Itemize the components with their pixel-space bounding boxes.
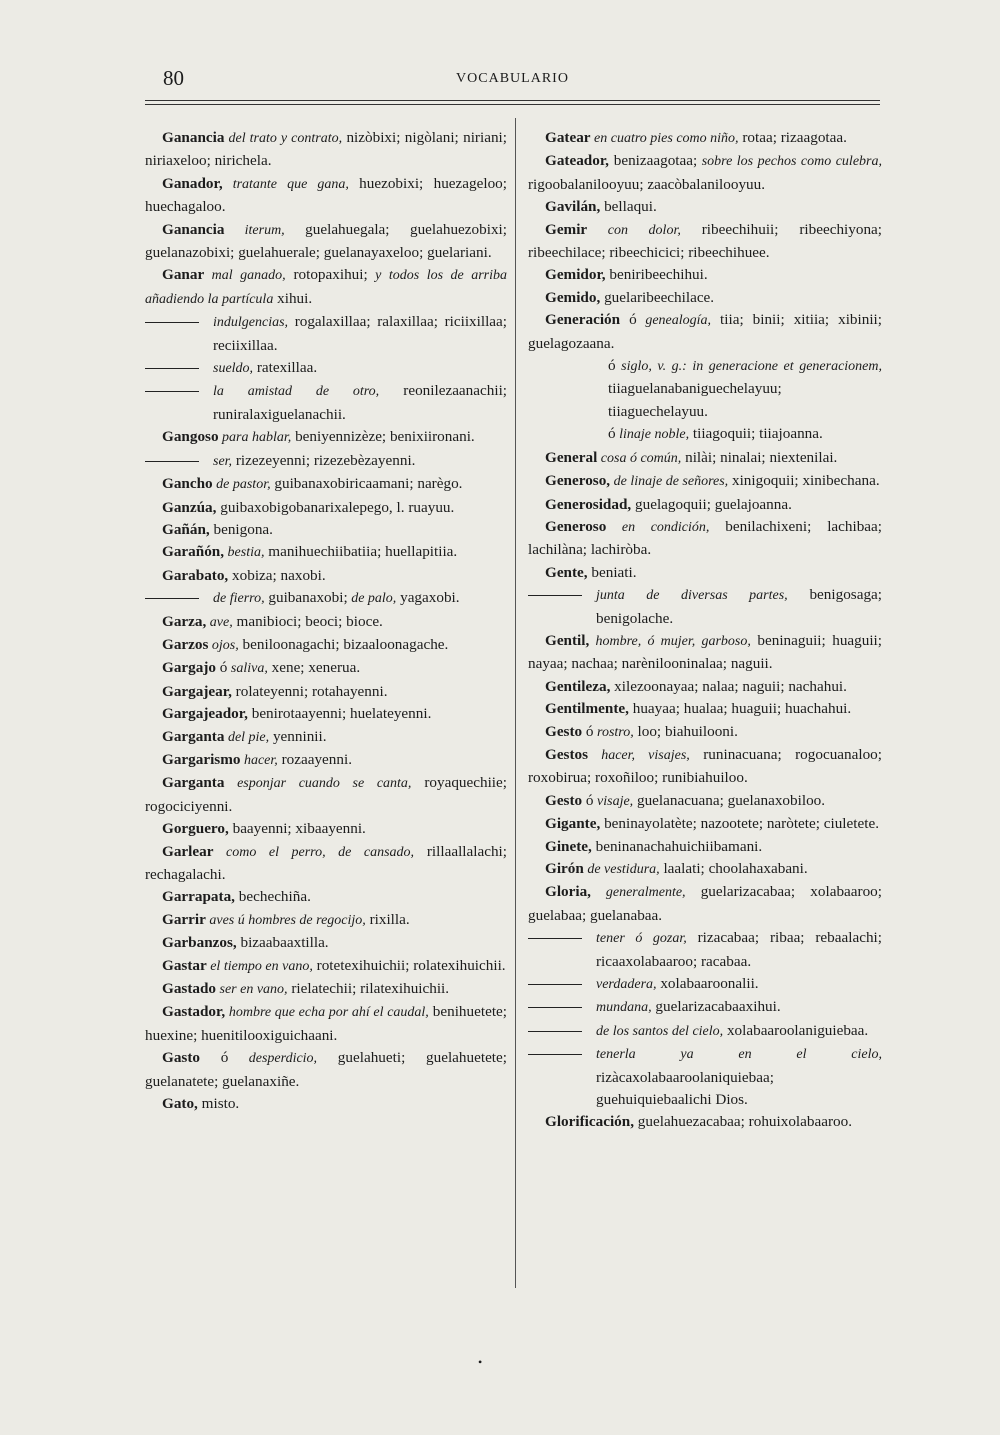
zapotec-translation: manihuechiibatiia; huellapitiia. [264,543,458,561]
zapotec-translation: benilachixeni; lachibaa; lachilàna; lachiròba. [528,517,883,559]
zapotec-translation: rielatechii; rilatexihuichii. [287,980,450,998]
dictionary-entry [528,676,882,698]
zapotec-translation: ó [199,1049,229,1067]
dictionary-entry [145,1001,507,1047]
headword: Generoso [545,517,607,535]
dictionary-subentry [528,423,882,446]
headword: Glorificación, [545,1113,634,1131]
dictionary-entry [145,772,507,818]
headword: Gañán, [162,520,210,538]
zapotec-translation: manibioci; beoci; bioce. [232,612,383,630]
dictionary-entry [528,836,882,858]
zapotec-translation: guibaxobigobanarixalepego, l. ruayuu. [216,498,455,516]
dictionary-entry [145,703,507,725]
headword: Gargajeador, [162,705,248,723]
headword: Gastador, [162,1003,226,1021]
zapotec-translation: rizezeyenni; rizezebèzayenni. [232,451,416,469]
footer-mark: • [478,1355,483,1369]
zapotec-translation: guelarizacabaa; xolabaaroo; guelabaa; guelanabaa. [528,883,882,924]
dictionary-subentry [528,973,882,996]
zapotec-translation: loo; biahuilooni. [633,722,738,740]
dictionary-entry [145,841,507,887]
zapotec-translation: runinacuana; rogocuanaloo; roxobirua; roxoñiloo; runibiahuiloo. [528,745,882,787]
dictionary-subentry [145,587,507,610]
headword: Gavilán, [545,198,601,216]
zapotec-translation: benihuetete; huexine; huenitilooxiguichaani. [145,1003,507,1044]
spanish-gloss: verdadera, [596,977,657,993]
dictionary-entry [528,881,882,927]
dictionary-entry [145,173,507,219]
spanish-gloss: hombre, ó mujer, garboso, [589,633,751,649]
page-header [145,66,880,96]
spanish-gloss: genealogía, [636,313,712,329]
zapotec-translation: beninayolatète; nazootete; naròtete; ciuletete. [600,815,879,833]
spanish-gloss: rostro, [593,724,634,740]
spanish-gloss: con dolor, [587,222,681,238]
spanish-gloss: indulgencias, [213,315,289,331]
headword: Gargajear, [162,682,232,700]
dictionary-entry [145,1047,507,1093]
zapotec-translation: xolabaaroolaniguiebaa. [723,1021,869,1039]
dictionary-entry [145,611,507,634]
zapotec-translation: guelahuezacabaa; rohuixolabaaroo. [634,1113,852,1131]
dictionary-entry [528,127,882,150]
zapotec-translation: huezobixi; huezageloo; huechagaloo. [145,174,507,216]
dictionary-entry [528,630,882,676]
spanish-gloss: sueldo, [213,361,254,377]
dictionary-entry [145,519,507,541]
headword: Gente, [545,563,588,581]
headword: Garbanzos, [162,934,237,952]
zapotec-translation: ó [582,791,594,809]
zapotec-translation: beninanachahuichiibamani. [591,837,763,855]
dictionary-entry [528,1111,882,1133]
spanish-gloss: hombre que echa por ahí el caudal, [225,1005,429,1021]
page-number: 80 [163,66,184,90]
spanish-gloss: saliva, [227,661,268,677]
headword: Garabato, [162,566,229,584]
dictionary-entry [145,541,507,564]
dictionary-entry [528,698,882,720]
dictionary-subentry [528,1020,882,1043]
dictionary-entry [145,932,507,954]
dictionary-entry [528,790,882,813]
spanish-gloss: el tiempo en vano, [206,958,313,974]
headword: Gastar [162,956,207,974]
spanish-gloss: ser, [213,453,233,469]
zapotec-translation: ratexillaa. [253,359,318,377]
spanish-gloss: iterum, [224,222,285,238]
zapotec-translation: rogalaxillaa; ralaxillaa; riciixillaa; reciixillaa. [213,313,507,354]
headword: Generoso, [545,472,611,490]
repeat-dash [528,1031,582,1032]
repeat-dash [528,984,582,985]
zapotec-translation: benizaagotaa; [608,152,698,170]
repeat-dash [145,461,199,462]
zapotec-translation: xinigoquii; xinibechana. [728,472,880,490]
headword: Gato, [162,1095,198,1113]
zapotec-translation: tiiaguelanabaniguechelayuu; tiiaguechelayuu. [608,380,782,420]
dictionary-entry [145,473,507,496]
spanish-gloss: para hablar, [218,430,292,446]
zapotec-translation: benirotaayenni; huelateyenni. [247,705,432,723]
zapotec-translation: ó [216,659,228,677]
headword: Gemido, [545,288,601,306]
spanish-gloss: tenerla ya en el cielo, [596,1047,882,1063]
header-rule-top [145,100,880,101]
right-column [528,127,882,1134]
dictionary-entry [145,264,507,311]
headword: Generación [545,311,621,329]
dictionary-subentry [528,1043,882,1111]
running-title: VOCABULARIO [456,71,569,86]
spanish-gloss: aves ú hombres de regocijo, [205,912,366,928]
zapotec-translation: yenninii. [269,727,327,745]
zapotec-translation: rotetexihuichii; rolatexihuichii. [312,956,506,974]
spanish-gloss: bestia, [224,545,265,561]
repeat-dash [145,368,199,369]
dictionary-entry [528,264,882,286]
zapotec-translation: rolateyenni; rotahayenni. [231,682,388,700]
zapotec-translation: rixilla. [365,910,410,928]
zapotec-translation: rozaayenni. [277,750,352,768]
headword: Garlear [162,842,214,860]
dictionary-entry [528,287,882,309]
zapotec-translation: guelaribeechilace. [600,288,715,306]
dictionary-entry [145,565,507,587]
headword: Gesto [545,722,583,740]
dictionary-subentry [145,450,507,473]
spanish-gloss: hacer, [240,752,278,768]
dictionary-entry [528,219,882,265]
dictionary-entry [145,219,507,265]
headword: Gastado [162,980,217,998]
dictionary-subentry [528,996,882,1019]
zapotec-translation: ó [608,357,616,375]
headword: Gancho [162,475,213,493]
spanish-gloss: sobre los pechos como culebra, [697,154,882,170]
dictionary-entry [145,978,507,1001]
spanish-gloss: ojos, [208,637,239,653]
zapotec-translation: rizàcaxolabaaroolaniquiebaa; guehuiquiebaalichi Dios. [596,1068,774,1109]
spanish-gloss: ser en vano, [216,982,288,998]
zapotec-translation: beniribeechihui. [605,266,708,284]
dictionary-subentry [528,927,882,973]
dictionary-entry [145,634,507,657]
headword: Garzos [162,635,209,653]
dictionary-entry [145,749,507,772]
zapotec-translation: ó [620,311,637,329]
spanish-gloss: ave, [206,614,233,630]
zapotec-translation: guelahuegala; guelahuezobixi; guelanazobixi; guelahuerale; guelanayaxeloo; guelariani. [145,220,507,262]
headword: Gatear [545,129,591,146]
zapotec-translation: beniyennizèze; benixiironani. [291,428,475,446]
headword: General [545,448,598,466]
dictionary-subentry [145,380,507,426]
zapotec-translation: guelarizacabaaxihui. [651,998,781,1016]
spanish-gloss: mundana, [596,1000,652,1016]
headword: Gorguero, [162,820,229,838]
spanish-gloss: la amistad de otro, [213,384,380,400]
headword: Gemidor, [545,266,606,284]
headword: Gateador, [545,152,609,170]
dictionary-entry [145,886,507,908]
headword: Gasto [162,1049,200,1067]
spanish-gloss: siglo, v. g.: in generacione et generacionem, [615,359,882,375]
dictionary-subentry [145,357,507,380]
headword: Gigante, [545,815,601,833]
zapotec-translation: guelagoquii; guelajoanna. [631,495,792,513]
spanish-gloss: generalmente, [590,885,686,901]
dictionary-entry [145,681,507,703]
headword: Gentileza, [545,677,611,695]
zapotec-translation: guibanaxobiricaamani; narègo. [270,475,463,493]
headword: Gentil, [545,631,590,649]
spanish-gloss: tratante que gana, [222,176,349,192]
spanish-gloss: de linaje de señores, [610,474,729,490]
zapotec-translation: ribeechihuii; ribeechiyona; ribeechilace; ribeechicici; ribeechihuee. [528,220,883,262]
zapotec-translation: bechechiña. [234,888,311,906]
left-column [145,127,507,1115]
zapotec-translation: xobiza; naxobi. [228,566,326,584]
dictionary-entry [528,813,882,835]
dictionary-entry [145,909,507,932]
zapotec-translation: rillaallalachi; rechagalachi. [145,842,507,883]
headword: Gemir [545,220,588,238]
headword: Gesto [545,791,583,809]
headword: Ganador, [162,174,223,192]
dictionary-entry [145,426,507,449]
headword: Generosidad, [545,495,632,513]
dictionary-entry [528,721,882,744]
dictionary-entry [145,657,507,680]
dictionary-entry [528,562,882,584]
zapotec-translation: royaquechiie; rogociciyenni. [145,774,507,815]
zapotec-translation: rigoobalanilooyuu; zaacòbalanilooyuu. [528,175,766,193]
zapotec-translation: benigona. [209,520,273,538]
dictionary-entry [528,309,882,355]
headword: Garganta [162,727,225,745]
repeat-dash [528,938,582,939]
zapotec-translation: guelanacuana; guelanaxobiloo. [633,791,826,809]
zapotec-translation: nizòbixi; nigòlani; niriani; niriaxeloo; nirichela. [145,129,507,170]
spanish-gloss: de vestidura, [583,862,660,877]
spanish-gloss: de los santos del cielo, [596,1023,724,1039]
spanish-gloss: cosa ó común, [597,450,682,466]
spanish-gloss: y todos los de arriba añadiendo la partícula [145,268,508,307]
zapotec-translation: rizacabaa; ribaa; rebaalachi; ricaaxolabaaroo; racabaa. [596,929,882,970]
zapotec-translation: xene; xenerua. [267,659,361,677]
dictionary-entry [528,494,882,516]
dictionary-subentry [528,355,882,423]
dictionary-entry [145,726,507,749]
zapotec-translation: nilài; ninalai; niextenilai. [681,448,838,466]
headword: Ganancia [162,220,225,238]
spanish-gloss: desperdicio, [228,1051,318,1067]
spanish-gloss: del pie, [224,729,270,745]
zapotec-translation: xihui. [273,289,313,307]
spanish-gloss: tener ó gozar, [596,931,687,947]
spanish-gloss: de pastor, [212,477,271,493]
zapotec-translation: ó [582,722,594,740]
dictionary-entry [528,858,882,881]
zapotec-translation: laalati; choolahaxabani. [659,860,808,877]
spanish-gloss: en cuatro pies como niño, [590,131,739,146]
zapotec-translation: bellaqui. [600,198,657,216]
zapotec-translation: ó [608,425,616,443]
zapotec-translation: beniloonagachi; bizaaloonagache. [238,635,449,653]
dictionary-entry [528,470,882,493]
headword: Gestos [545,745,589,763]
column-divider [515,118,516,1288]
headword: Gargarismo [162,750,241,768]
dictionary-entry [145,955,507,978]
zapotec-translation: reonilezaanachii; runiralaxiguelanachii. [213,382,508,423]
headword: Ganar [162,266,205,284]
dictionary-entry [528,150,882,196]
zapotec-translation: tiia; binii; xitiia; xibinii; guelagozaana. [528,311,882,352]
zapotec-translation: rotaa; rizaagotaa. [738,129,847,146]
repeat-dash [528,595,582,596]
spanish-gloss: del trato y contrato, [224,131,343,146]
dictionary-entry [145,497,507,519]
headword: Garrir [162,910,206,928]
repeat-dash [528,1007,582,1008]
headword: Garañón, [162,543,225,561]
dictionary-entry [528,196,882,218]
dictionary-entry [528,447,882,470]
headword: Garrapata, [162,888,235,906]
zapotec-translation: bizaabaaxtilla. [236,934,329,952]
zapotec-translation: huayaa; hualaa; huaguii; huachahui. [628,700,852,718]
headword: Gangoso [162,428,219,446]
zapotec-translation: guelahueti; guelahuetete; guelanatete; guelanaxiñe. [145,1049,507,1090]
headword: Garza, [162,612,207,630]
spanish-gloss: en condición, [606,519,710,535]
zapotec-translation: tiiagoquii; tiiajoanna. [689,425,823,443]
zapotec-translation: rotopaxihui; [285,266,368,284]
spanish-gloss: junta de diversas partes, [596,588,788,604]
zapotec-translation: guibanaxobi; [264,589,348,607]
headword: Girón [545,860,584,877]
repeat-dash [528,1054,582,1055]
zapotec-translation: yagaxobi. [396,589,460,607]
dictionary-subentry [145,311,507,357]
spanish-gloss: visaje, [593,793,634,809]
headword: Gentilmente, [545,700,629,718]
headword: Garganta [162,774,225,792]
spanish-gloss: mal ganado, [204,268,286,284]
dictionary-subentry [528,584,882,630]
zapotec-translation: misto. [197,1095,240,1113]
dictionary-entry [528,744,882,790]
headword: Ganancia [162,129,225,146]
header-rule-bottom [145,104,880,105]
headword: Gargajo [162,659,216,677]
headword: Ginete, [545,837,592,855]
zapotec-translation: xilezoonayaa; nalaa; naguii; nachahui. [610,677,847,695]
spanish-gloss: de palo, [347,591,397,607]
dictionary-entry [145,1093,507,1115]
dictionary-entry [145,127,507,173]
spanish-gloss: esponjar cuando se canta, [224,776,412,792]
zapotec-translation: beniati. [587,563,637,581]
zapotec-translation: baayenni; xibaayenni. [228,820,366,838]
dictionary-entry [145,818,507,840]
spanish-gloss: hacer, visajes, [588,747,690,763]
zapotec-translation: beninaguii; huaguii; nayaa; nachaa; narènilooninalaa; naguii. [528,631,882,673]
zapotec-translation: xolabaaroonalii. [656,975,759,993]
headword: Gloria, [545,883,591,901]
repeat-dash [145,391,199,392]
spanish-gloss: como el perro, de cansado, [213,844,415,860]
zapotec-translation: benigosaga; benigolache. [596,586,882,627]
repeat-dash [145,322,199,323]
spanish-gloss: de fierro, [213,591,265,607]
spanish-gloss: linaje noble, [615,427,690,443]
repeat-dash [145,598,199,599]
headword: Ganzúa, [162,498,217,516]
dictionary-entry [528,516,882,562]
